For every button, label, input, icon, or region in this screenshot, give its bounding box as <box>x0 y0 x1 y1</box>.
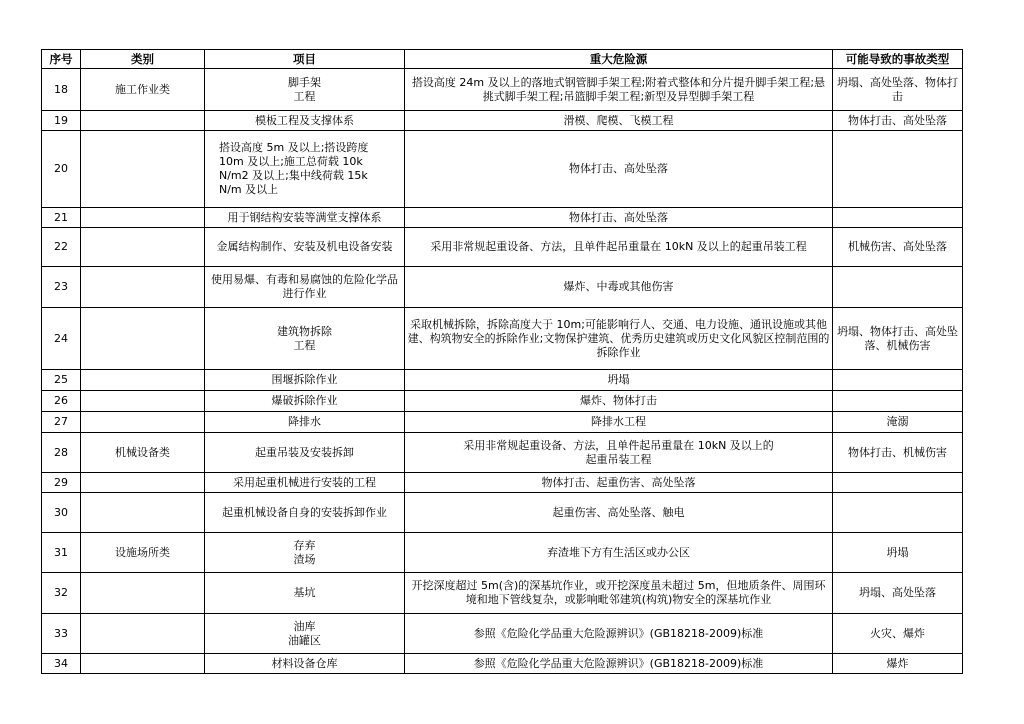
cell-accident <box>833 493 963 533</box>
cell-hazard: 物体打击、高处坠落 <box>405 208 833 228</box>
cell-accident <box>833 391 963 412</box>
cell-accident: 坍塌、物体打击、高处坠落、机械伤害 <box>833 308 963 370</box>
cell-hazard: 爆炸、中毒或其他伤害 <box>405 267 833 308</box>
cell-hazard: 降排水工程 <box>405 412 833 433</box>
header-hazard: 重大危险源 <box>405 50 833 69</box>
cell-accident: 坍塌、高处坠落 <box>833 573 963 614</box>
cell-category <box>81 208 205 228</box>
cell-accident <box>833 267 963 308</box>
cell-hazard: 爆炸、物体打击 <box>405 391 833 412</box>
table-row <box>42 208 963 228</box>
cell-hazard: 弃渣堆下方有生活区或办公区 <box>405 533 833 573</box>
table-row <box>42 69 963 111</box>
table-row <box>42 493 963 533</box>
cell-category: 设施场所类 <box>81 533 205 573</box>
cell-hazard: 参照《危险化学品重大危险源辨识》(GB18218-2009)标准 <box>405 614 833 654</box>
cell-hazard: 参照《危险化学品重大危险源辨识》(GB18218-2009)标准 <box>405 654 833 674</box>
cell-no: 32 <box>42 573 81 614</box>
cell-accident: 物体打击、机械伤害 <box>833 433 963 473</box>
cell-item: 爆破拆除作业 <box>205 391 405 412</box>
cell-no: 34 <box>42 654 81 674</box>
table-row <box>42 573 963 614</box>
cell-category <box>81 493 205 533</box>
cell-item: 围堰拆除作业 <box>205 370 405 391</box>
cell-category <box>81 308 205 370</box>
cell-hazard: 采用非常规起重设备、方法，且单件起吊重量在 10kN 及以上的起重吊装工程 <box>405 228 833 267</box>
cell-item: 金属结构制作、安装及机电设备安装 <box>205 228 405 267</box>
cell-category <box>81 131 205 208</box>
cell-item: 使用易爆、有毒和易腐蚀的危险化学品进行作业 <box>205 267 405 308</box>
cell-accident: 爆炸 <box>833 654 963 674</box>
cell-accident: 坍塌 <box>833 533 963 573</box>
cell-item: 模板工程及支撑体系 <box>205 111 405 131</box>
cell-no: 24 <box>42 308 81 370</box>
cell-hazard: 开挖深度超过 5m(含)的深基坑作业，或开挖深度虽未超过 5m，但地质条件、周围环境和地下管线复杂，或影响毗邻建筑(构筑)物安全的深基坑作业 <box>405 573 833 614</box>
table-row <box>42 228 963 267</box>
cell-no: 33 <box>42 614 81 654</box>
cell-item: 油库 油罐区 <box>205 614 405 654</box>
cell-hazard: 坍塌 <box>405 370 833 391</box>
cell-category <box>81 228 205 267</box>
cell-item: 搭设高度 5m 及以上;搭设跨度 10m 及以上;施工总荷载 10kN/m2 及以上;集中线荷载 15kN/m 及以上 <box>205 131 405 208</box>
cell-category <box>81 412 205 433</box>
cell-item: 建筑物拆除 工程 <box>205 308 405 370</box>
cell-item: 降排水 <box>205 412 405 433</box>
cell-category <box>81 654 205 674</box>
cell-accident: 坍塌、高处坠落、物体打击 <box>833 69 963 111</box>
header-category: 类别 <box>81 50 205 69</box>
header-no: 序号 <box>42 50 81 69</box>
cell-category <box>81 111 205 131</box>
table-row <box>42 131 963 208</box>
cell-hazard: 物体打击、高处坠落 <box>405 131 833 208</box>
cell-accident <box>833 370 963 391</box>
table-row <box>42 111 963 131</box>
table-row <box>42 308 963 370</box>
cell-accident <box>833 208 963 228</box>
table-row <box>42 412 963 433</box>
cell-category: 施工作业类 <box>81 69 205 111</box>
cell-item: 采用起重机械进行安装的工程 <box>205 473 405 493</box>
table-row <box>42 654 963 674</box>
header-item: 项目 <box>205 50 405 69</box>
header-accident: 可能导致的事故类型 <box>833 50 963 69</box>
cell-no: 22 <box>42 228 81 267</box>
table-row <box>42 533 963 573</box>
cell-item: 存弃 渣场 <box>205 533 405 573</box>
cell-no: 19 <box>42 111 81 131</box>
cell-category <box>81 614 205 654</box>
cell-no: 27 <box>42 412 81 433</box>
cell-no: 23 <box>42 267 81 308</box>
cell-category <box>81 391 205 412</box>
cell-no: 31 <box>42 533 81 573</box>
cell-hazard: 物体打击、起重伤害、高处坠落 <box>405 473 833 493</box>
table-row <box>42 370 963 391</box>
cell-accident: 淹溺 <box>833 412 963 433</box>
cell-category <box>81 267 205 308</box>
table-row <box>42 433 963 473</box>
cell-accident: 火灾、爆炸 <box>833 614 963 654</box>
table-row <box>42 614 963 654</box>
hazard-table <box>41 49 963 674</box>
table-row <box>42 473 963 493</box>
cell-hazard: 采用非常规起重设备、方法，且单件起吊重量在 10kN 及以上的 起重吊装工程 <box>405 433 833 473</box>
cell-item: 用于钢结构安装等满堂支撑体系 <box>205 208 405 228</box>
cell-accident <box>833 131 963 208</box>
cell-item: 基坑 <box>205 573 405 614</box>
cell-category <box>81 573 205 614</box>
cell-no: 29 <box>42 473 81 493</box>
cell-item: 材料设备仓库 <box>205 654 405 674</box>
cell-category <box>81 370 205 391</box>
table-row <box>42 391 963 412</box>
cell-no: 18 <box>42 69 81 111</box>
cell-category: 机械设备类 <box>81 433 205 473</box>
table-row <box>42 267 963 308</box>
cell-no: 30 <box>42 493 81 533</box>
cell-no: 20 <box>42 131 81 208</box>
cell-hazard: 滑模、爬模、飞模工程 <box>405 111 833 131</box>
cell-no: 26 <box>42 391 81 412</box>
cell-accident: 物体打击、高处坠落 <box>833 111 963 131</box>
cell-no: 25 <box>42 370 81 391</box>
cell-hazard: 采取机械拆除，拆除高度大于 10m;可能影响行人、交通、电力设施、通讯设施或其他建、构筑物安全的拆除作业;文物保护建筑、优秀历史建筑或历史文化风貌区控制范围的拆除作业 <box>405 308 833 370</box>
cell-no: 28 <box>42 433 81 473</box>
cell-hazard: 起重伤害、高处坠落、触电 <box>405 493 833 533</box>
cell-item: 起重机械设备自身的安装拆卸作业 <box>205 493 405 533</box>
table-header-row <box>42 50 963 69</box>
cell-accident: 机械伤害、高处坠落 <box>833 228 963 267</box>
cell-item: 脚手架 工程 <box>205 69 405 111</box>
cell-accident <box>833 473 963 493</box>
cell-hazard: 搭设高度 24m 及以上的落地式钢管脚手架工程;附着式整体和分片提升脚手架工程;悬挑式脚手架工程;吊篮脚手架工程;新型及异型脚手架工程 <box>405 69 833 111</box>
cell-item: 起重吊装及安装拆卸 <box>205 433 405 473</box>
cell-category <box>81 473 205 493</box>
cell-no: 21 <box>42 208 81 228</box>
